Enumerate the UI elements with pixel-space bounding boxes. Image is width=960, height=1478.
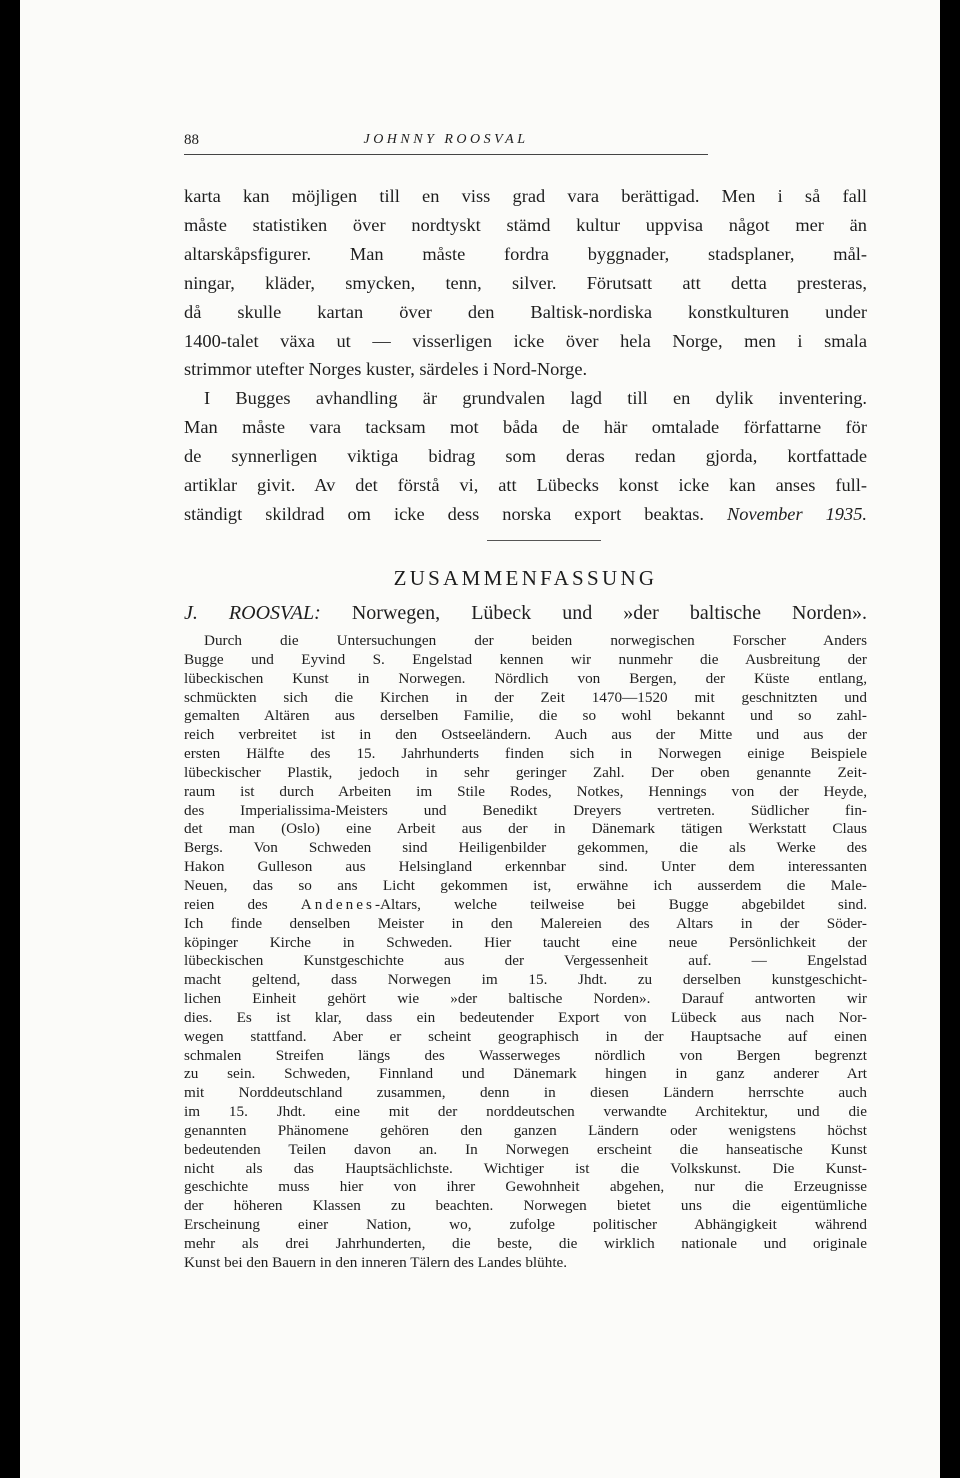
- summary-line: geschichte muss hier von ihrer Gewohnheit abgehen, nur die Erzeugnisse: [184, 1178, 867, 1196]
- body-line-last: [184, 500, 867, 529]
- body-line: ningar, kläder, smycken, tenn, silver. Förutsatt att detta presteras,: [184, 272, 867, 293]
- summary-line: Ich finde denselben Meister in den Malereien des Altars in der Söder-: [184, 914, 867, 932]
- body-line: Man måste vara tacksam mot båda de här omtalade författarne för: [184, 417, 867, 438]
- summary-line: reich verbreitet ist in den Ostseeländern. Auch aus der Mitte und aus der: [184, 726, 867, 744]
- section-divider: [487, 540, 601, 541]
- summary-line: Durch die Untersuchungen der beiden norwegischen Forscher Anders: [204, 632, 867, 649]
- summary-line: zu sein. Schweden, Finnland und Dänemark hingen in ganz anderer Art: [184, 1065, 867, 1083]
- summary-line: ersten Hälfte des 15. Jahrhunderts finden sich in Norwegen einige Beispiele: [184, 745, 867, 763]
- summary-line: genannten Phänomene gehören den ganzen Ländern oder wenigstens höchst: [184, 1121, 867, 1139]
- summary-line: schmalen Streifen längs des Wasserweges nördlich von Bergen begrenzt: [184, 1046, 867, 1064]
- summary-line: lübeckischen Kunstgeschichte aus der Vergessenheit auf. — Engelstad: [184, 952, 867, 970]
- book-page: [20, 0, 940, 1478]
- summary-line: Erscheinung einer Nation, wo, zufolge politischer Abhängigkeit während: [184, 1216, 867, 1234]
- body-line: då skulle kartan över den Baltisk-nordiska konstkulturen under: [184, 301, 867, 322]
- summary-line: Neuen, das so ans Licht gekommen ist, erwähne ich ausserdem die Male-: [184, 876, 867, 894]
- summary-line: dies. Es ist klar, dass ein bedeutender Export von Lübeck aus nach Nor-: [184, 1008, 867, 1026]
- summary-line: mehr als drei Jahrhunderten, die beste, die wirklich nationale und originale: [184, 1235, 867, 1252]
- page-number: 88: [184, 132, 199, 148]
- running-title: JOHNNY ROOSVAL: [363, 132, 529, 147]
- summary-heading: ZUSAMMENFASSUNG: [393, 566, 658, 590]
- summary-line: lübeckischer Plastik, jedoch in sehr geringer Zahl. Der oben genannte Zeit-: [184, 763, 867, 781]
- summary-line: bedeutenden Teilen davon an. In Norwegen erscheint die hanseatische Kunst: [184, 1140, 867, 1158]
- summary-line: mit Norddeutschland zusammen, denn in diesen Ländern herrschte auch: [184, 1084, 867, 1102]
- body-line: I Bugges avhandling är grundvalen lagd till en dylik inventering.: [204, 388, 867, 409]
- body-line: karta kan möjligen till en viss grad vara berättigad. Men i så fall: [184, 186, 867, 206]
- summary-line: gemalten Altären aus derselben Familie, die so wohl bekannt und so zahl-: [184, 707, 867, 725]
- summary-line: nicht als das Hauptsächlichste. Wichtiger ist die Volkskunst. Die Kunst-: [184, 1159, 867, 1177]
- german-summary: [184, 632, 867, 1273]
- body-line-text: ständigt skildrad om icke dess norska export beaktas.: [184, 503, 705, 524]
- summary-line: reien des Andenes-Altars, welche teilweise bei Bugge abgebildet sind.: [184, 895, 867, 913]
- summary-line: köpinger Kirche in Schweden. Hier taucht eine neue Persönlichkeit der: [184, 933, 867, 951]
- body-line: måste statistiken över nordtyskt stämd kultur uppvisa något mer än: [184, 214, 867, 235]
- body-line: artiklar givit. Av det förstå vi, att Lübecks konst icke kan anses full-: [184, 475, 867, 496]
- summary-line: lichen Einheit gehört wie »der baltische Norden». Darauf antworten wir: [184, 990, 867, 1008]
- summary-line: Bugge und Eyvind S. Engelstad kennen wir nunmehr die Ausbreitung der: [184, 650, 867, 668]
- body-line: altarskåpsfigurer. Man måste fordra byggnader, stadsplaner, mål-: [184, 243, 867, 264]
- summary-title-line: [184, 602, 867, 625]
- body-line: 1400-talet växa ut — visserligen icke över hela Norge, men i smala: [184, 330, 867, 351]
- summary-line: schmückten sich die Kirchen in der Zeit 1470—1520 mit geschnitzten und: [184, 688, 867, 706]
- swedish-paragraphs: [184, 182, 867, 529]
- summary-line: Kunst bei den Bauern in den inneren Tälern des Landes blühte.: [184, 1253, 568, 1271]
- summary-line: det man (Oslo) eine Arbeit aus der in Dänemark tätigen Werkstatt Claus: [184, 820, 867, 838]
- page-header: [184, 132, 708, 155]
- summary-line: des Imperialissima-Meisters und Benedikt Dreyers vertreten. Südlicher fin-: [184, 801, 867, 819]
- body-line: de synnerligen viktiga bidrag som deras redan gjorda, kortfattade: [184, 446, 867, 467]
- summary-author: J. ROOSVAL:: [184, 602, 321, 624]
- summary-line: im 15. Jhdt. eine mit der norddeutschen verwandte Architektur, und die: [184, 1103, 867, 1121]
- body-line: strimmor utefter Norges kuster, särdeles i Nord-Norge.: [184, 359, 588, 380]
- summary-line: lübeckischen Kunst in Norwegen. Nördlich von Bergen, der Küste entlang,: [184, 669, 867, 687]
- summary-line: Hakon Gulleson aus Helsingland erkennbar sind. Unter dem interessanten: [184, 858, 867, 876]
- summary-title: Norwegen, Lübeck und »der baltische Norden».: [351, 602, 868, 624]
- spaced-name: Andenes: [300, 895, 375, 913]
- date-signature: November 1935.: [727, 503, 867, 524]
- summary-line: Bergs. Von Schweden sind Heiligenbilder gekommen, die als Werke des: [184, 839, 867, 857]
- summary-line: wegen stattfand. Aber er scheint geographisch in der Hauptsache auf einen: [184, 1027, 867, 1045]
- summary-line: macht geltend, dass Norwegen im 15. Jhdt. zu derselben kunstgeschicht-: [184, 971, 867, 989]
- summary-line: der höheren Klassen zu beachten. Norwegen bietet uns die eigentümliche: [184, 1197, 867, 1215]
- summary-line: raum ist durch Arbeiten im Stile Rodes, Notkes, Hennings von der Heyde,: [184, 782, 867, 800]
